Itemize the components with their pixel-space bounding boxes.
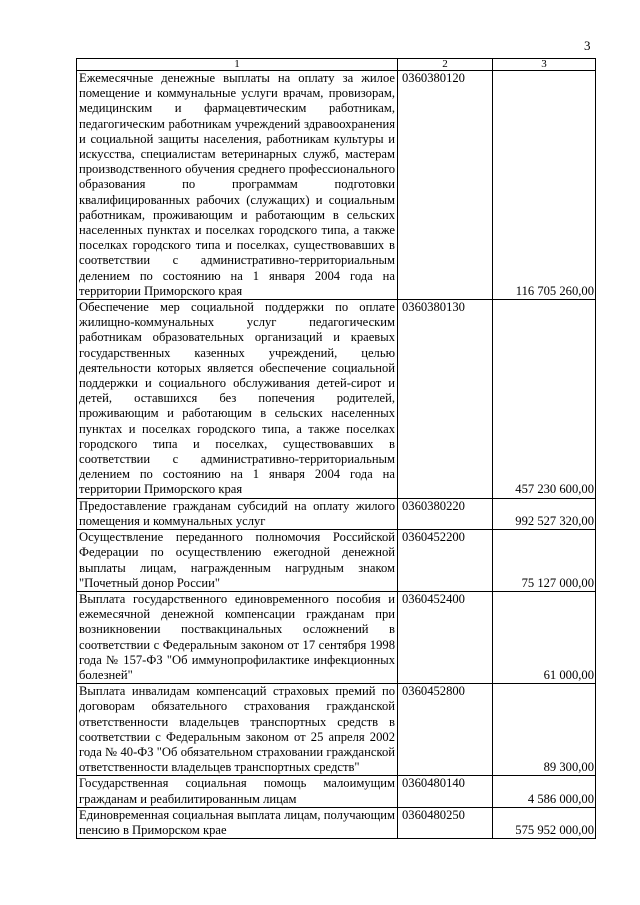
page-number: 3 [584,38,591,53]
row-code: 0360480250 [398,807,493,838]
row-description: Осуществление переданного полномочия Российской Федерации по осуществлению ежегодной денежной выплаты лицам, награжденным нагрудным знаком "Почетный донор России" [77,530,398,592]
row-code: 0360452200 [398,530,493,592]
column-header-2: 2 [398,59,493,71]
row-description: Выплата инвалидам компенсаций страховых премий по договорам обязательного страхования гражданской ответственности владельцев транспортных средств в соответствии с Федеральным законом от 25 апреля 2002 года № 40-ФЗ "Об обязательном страховании гражданской ответственности владельцев транспортных средств" [77,684,398,776]
column-header-3: 3 [493,59,596,71]
row-description: Предоставление гражданам субсидий на оплату жилого помещения и коммунальных услуг [77,498,398,529]
budget-table [76,58,596,839]
row-amount: 4 586 000,00 [493,776,596,807]
row-code: 0360452800 [398,684,493,776]
row-code: 0360480140 [398,776,493,807]
row-code: 0360380220 [398,498,493,529]
row-amount: 457 230 600,00 [493,300,596,499]
row-description: Обеспечение мер социальной поддержки по оплате жилищно-коммунальных услуг педагогическим работникам образовательных организаций и краевых государственных казенных учреждений, целью деятельности которых является обеспечение социальной поддержки и социального обслуживания детей-сирот и детей, оставшихся без попечения родителей, проживающим и работающим в сельских населенных пунктах и поселках городского типа, а также поселках городского типа и поселках, существовавших в соответствии с административно-территориальным делением по состоянию на 1 января 2004 года на территории Приморского края [77,300,398,499]
row-description: Выплата государственного единовременного пособия и ежемесячной денежной компенсации гражданам при возникновении поствакцинальных осложнений в соответствии с Федеральным законом от 17 сентября 1998 года № 157-ФЗ "Об иммунопрофилактике инфекционных болезней" [77,591,398,683]
row-amount: 61 000,00 [493,591,596,683]
row-code: 0360380130 [398,300,493,499]
table-row [77,684,596,776]
table-header-row [77,59,596,71]
table-row [77,591,596,683]
row-amount: 116 705 260,00 [493,71,596,300]
row-description: Государственная социальная помощь малоимущим гражданам и реабилитированным лицам [77,776,398,807]
row-description: Ежемесячные денежные выплаты на оплату за жилое помещение и коммунальные услуги врачам, провизорам, медицинским и фармацевтическим работникам, педагогическим работникам учреждений здравоохранения и социальной защиты населения, работникам культуры и искусства, специалистам ветеринарных служб, мастерам производственного обучения среднего профессионального образования по программам подготовки квалифицированных рабочих (служащих) и социальным работникам, проживающим и работающим в сельских населенных пунктах и поселках городского типа, а также поселках городского типа и поселках, существовавших в соответствии с административно-территориальным делением по состоянию на 1 января 2004 года на территории Приморского края [77,71,398,300]
table-row [77,71,596,300]
table-row [77,498,596,529]
table-row [77,807,596,838]
column-header-1: 1 [77,59,398,71]
row-amount: 89 300,00 [493,684,596,776]
table-row [77,300,596,499]
row-description: Единовременная социальная выплата лицам, получающим пенсию в Приморском крае [77,807,398,838]
row-code: 0360380120 [398,71,493,300]
table-row [77,530,596,592]
row-code: 0360452400 [398,591,493,683]
row-amount: 575 952 000,00 [493,807,596,838]
table-row [77,776,596,807]
row-amount: 75 127 000,00 [493,530,596,592]
row-amount: 992 527 320,00 [493,498,596,529]
